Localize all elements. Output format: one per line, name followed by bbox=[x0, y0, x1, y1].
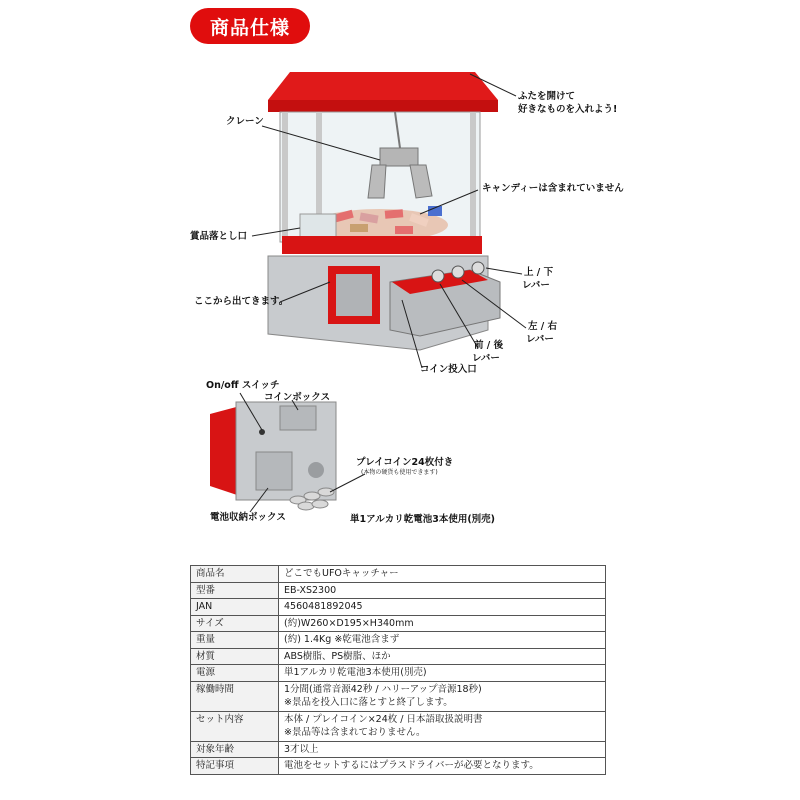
callout-coin-box: コインボックス bbox=[264, 392, 331, 403]
spec-row bbox=[191, 665, 606, 682]
spec-row bbox=[191, 582, 606, 599]
spec-key: 型番 bbox=[191, 582, 279, 599]
spec-value-line: 単1アルカリ乾電池3本使用(別売) bbox=[284, 667, 427, 678]
callout-candy: キャンディーは含まれていません bbox=[482, 183, 624, 194]
callout-coins-note: (本物の硬貨も使用できます) bbox=[361, 469, 438, 476]
callout-play-coins: プレイコイン24枚付き bbox=[356, 457, 454, 468]
spec-value-line: 1分間(通常音源42秒 / ハリーアップ音源18秒) bbox=[284, 683, 482, 695]
callout-lid-line2: 好きなものを入れよう! bbox=[518, 104, 618, 115]
callout-power-switch: On/off スイッチ bbox=[206, 380, 280, 391]
spec-key: 商品名 bbox=[191, 566, 279, 583]
callout-lid-line1: ふたを開けて bbox=[518, 91, 576, 102]
callout-updown-line1: 上 / 下 bbox=[524, 267, 554, 278]
spec-key: 電源 bbox=[191, 665, 279, 682]
callout-leftright-line2: レバー bbox=[526, 334, 554, 345]
spec-value-line: 本体 / プレイコイン×24枚 / 日本語取扱説明書 bbox=[284, 713, 483, 725]
spec-key: 特記事項 bbox=[191, 758, 279, 775]
spec-value bbox=[279, 566, 606, 583]
spec-row bbox=[191, 615, 606, 632]
spec-key: 対象年齢 bbox=[191, 741, 279, 758]
spec-row bbox=[191, 711, 606, 741]
spec-value bbox=[279, 711, 606, 741]
spec-row bbox=[191, 632, 606, 649]
callout-updown-line2: レバー bbox=[522, 280, 550, 291]
spec-row bbox=[191, 758, 606, 775]
spec-value-line: ※景品を投入口に落とすと終了します。 bbox=[284, 697, 453, 708]
spec-key: セット内容 bbox=[191, 711, 279, 741]
callout-prize-drop: 賞品落とし口 bbox=[190, 231, 248, 242]
spec-value bbox=[279, 648, 606, 665]
section-title-badge: 商品仕様 bbox=[190, 8, 310, 44]
spec-value-line: (約) 1.4Kg ※乾電池含まず bbox=[284, 634, 400, 645]
spec-value bbox=[279, 632, 606, 649]
spec-value-line: ABS樹脂、PS樹脂、ほか bbox=[284, 650, 391, 662]
callout-frontback-line1: 前 / 後 bbox=[474, 340, 504, 351]
spec-row bbox=[191, 681, 606, 711]
spec-key: 重量 bbox=[191, 632, 279, 649]
spec-value-line: 電池をセットするにはプラスドライバーが必要となります。 bbox=[284, 760, 539, 771]
spec-value-line: 4560481892045 bbox=[284, 601, 363, 612]
callout-battery-box: 電池収納ボックス bbox=[210, 512, 286, 523]
spec-value bbox=[279, 599, 606, 616]
spec-value-line: 3才以上 bbox=[284, 743, 319, 755]
spec-key: サイズ bbox=[191, 615, 279, 632]
spec-row bbox=[191, 741, 606, 758]
spec-value-line: どこでもUFOキャッチャー bbox=[284, 568, 399, 579]
spec-value bbox=[279, 615, 606, 632]
callout-leftright-line1: 左 / 右 bbox=[528, 321, 558, 332]
spec-value-line: ※景品等は含まれておりません。 bbox=[284, 727, 426, 738]
spec-value bbox=[279, 758, 606, 775]
spec-table bbox=[190, 565, 606, 775]
spec-value bbox=[279, 741, 606, 758]
spec-key: 稼働時間 bbox=[191, 681, 279, 711]
spec-value bbox=[279, 681, 606, 711]
spec-row bbox=[191, 599, 606, 616]
spec-value bbox=[279, 582, 606, 599]
callout-crane: クレーン bbox=[226, 116, 264, 127]
spec-row bbox=[191, 566, 606, 583]
callout-batteries: 単1アルカリ乾電池3本使用(別売) bbox=[350, 514, 496, 525]
spec-row bbox=[191, 648, 606, 665]
spec-value bbox=[279, 665, 606, 682]
callout-coin-slot: コイン投入口 bbox=[420, 364, 477, 375]
battery-box bbox=[256, 452, 292, 490]
spec-key: 材質 bbox=[191, 648, 279, 665]
callout-exit: ここから出てきます。 bbox=[194, 296, 289, 307]
spec-value-line: EB-XS2300 bbox=[284, 584, 337, 596]
spec-key: JAN bbox=[191, 599, 279, 616]
spec-value-line: (約)W260×D195×H340mm bbox=[284, 617, 414, 629]
callout-frontback-line2: レバー bbox=[472, 353, 500, 364]
